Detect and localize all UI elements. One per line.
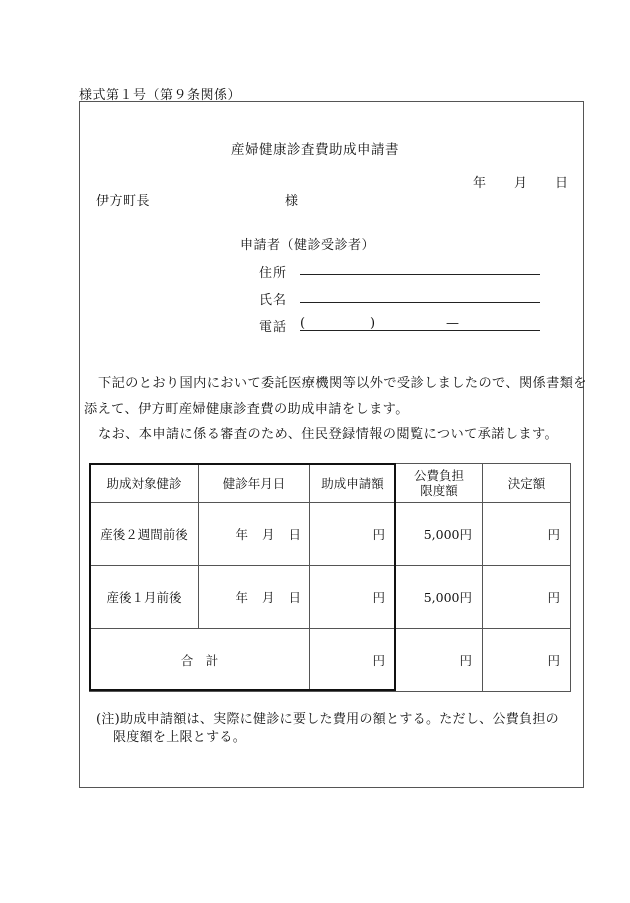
form-number: 様式第１号（第９条関係） [79, 88, 242, 103]
date-year-label: 年 [473, 176, 487, 191]
phone-label: 電話 [259, 320, 288, 335]
row-decided: 円 [483, 503, 571, 566]
row-decided: 円 [483, 566, 571, 629]
table-row [90, 566, 571, 629]
header-limit-line2: 限度額 [420, 483, 458, 498]
row-month: 月 [261, 590, 275, 605]
row-amount[interactable]: 円 [310, 566, 396, 629]
row-day: 日 [288, 590, 301, 605]
header-decided: 決定額 [483, 464, 571, 503]
note-line-1: (注)助成申請額は、実際に健診に要した費用の額とする。ただし、公費負担の [96, 712, 559, 727]
table-row [90, 503, 571, 566]
row-date[interactable] [199, 503, 310, 566]
body-line-2: 添えて、伊方町産婦健康診査費の助成申請をします。 [84, 402, 409, 417]
applicant-heading: 申請者（健診受診者） [240, 238, 376, 253]
row-day: 日 [288, 527, 301, 542]
phone-open-paren: ( [300, 316, 306, 331]
table-total-row [90, 629, 571, 692]
name-label: 氏名 [259, 293, 288, 308]
phone-field[interactable] [300, 330, 540, 331]
header-target: 助成対象健診 [90, 464, 199, 503]
body-line-3: なお、本申請に係る審査のため、住民登録情報の閲覧について承諾します。 [98, 427, 559, 442]
row-month: 月 [261, 527, 275, 542]
addressee: 伊方町長 [96, 194, 151, 209]
row-target: 産後１月前後 [90, 566, 199, 629]
row-amount[interactable]: 円 [310, 503, 396, 566]
row-target: 産後２週間前後 [90, 503, 199, 566]
date-day-label: 日 [555, 176, 569, 191]
phone-dash: — [446, 316, 459, 331]
row-year: 年 [235, 527, 248, 542]
address-label: 住所 [259, 266, 288, 281]
phone-close-paren: ) [370, 316, 376, 331]
header-limit [396, 464, 483, 503]
application-table [89, 463, 571, 692]
row-date[interactable] [199, 566, 310, 629]
header-date: 健診年月日 [199, 464, 310, 503]
name-field[interactable] [300, 302, 540, 303]
header-amount: 助成申請額 [310, 464, 396, 503]
body-line-1: 下記のとおり国内において委託医療機関等以外で受診しましたので、関係書類を [98, 376, 587, 391]
row-limit: 5,000円 [396, 566, 483, 629]
note-line-2: 限度額を上限とする。 [113, 730, 247, 745]
total-amount[interactable]: 円 [310, 629, 396, 692]
total-label: 合 計 [90, 629, 310, 692]
total-limit: 円 [396, 629, 483, 692]
date-month-label: 月 [514, 176, 528, 191]
row-year: 年 [235, 590, 248, 605]
row-limit: 5,000円 [396, 503, 483, 566]
header-limit-line1: 公費負担 [413, 468, 464, 483]
table-header-row [90, 464, 571, 503]
address-field[interactable] [300, 274, 540, 275]
page-title: 産婦健康診査費助成申請書 [231, 142, 399, 158]
honorific: 様 [285, 194, 299, 209]
total-decided: 円 [483, 629, 571, 692]
